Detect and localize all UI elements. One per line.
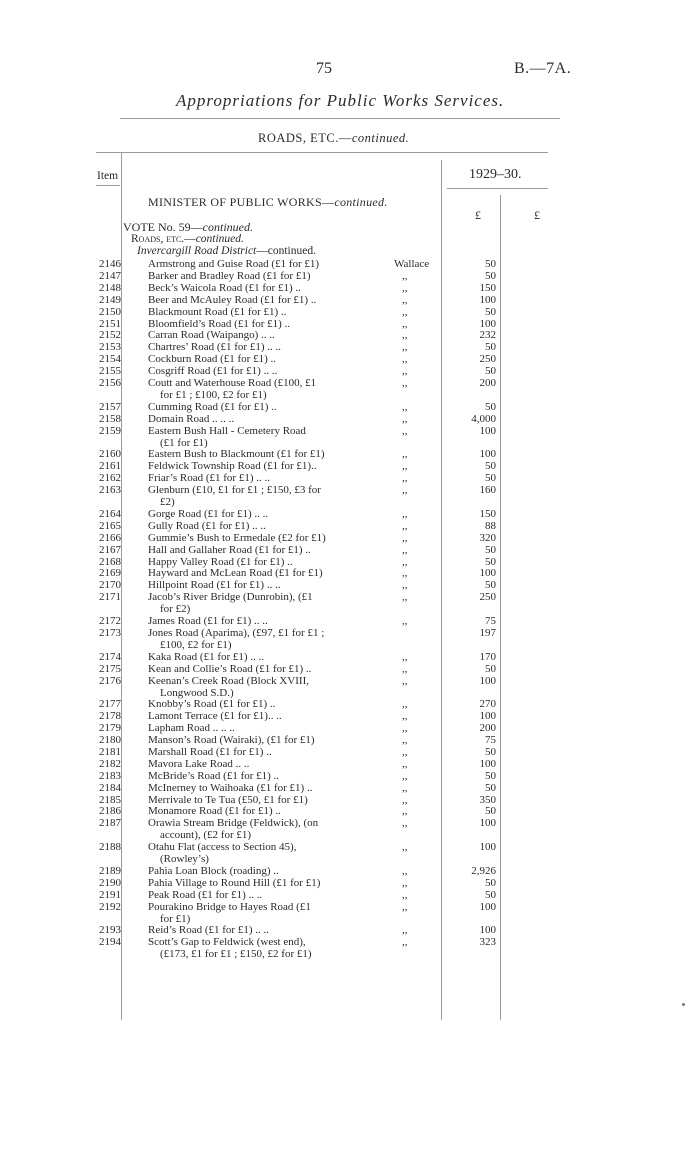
district-name: ,, (402, 864, 408, 877)
item-description (148, 318, 351, 330)
item-description (148, 282, 351, 294)
district-name: ,, (402, 876, 408, 889)
item-description (148, 758, 351, 770)
district-name: ,, (402, 722, 408, 735)
item-number: 2179 (99, 722, 121, 735)
item-description (148, 413, 351, 425)
amount: 200 (479, 722, 496, 735)
district-name: ,, (402, 269, 408, 282)
district-name: ,, (402, 650, 408, 663)
district-name: ,, (402, 472, 408, 485)
district-name: ,, (402, 555, 408, 568)
description-line: Kaka Road (£1 for £1) .. .. (148, 650, 265, 663)
item-description (148, 532, 351, 544)
item-number: 2146 (99, 258, 121, 270)
district-name: ,, (402, 757, 408, 770)
description-line: Jones Road (Aparima), (£97, £1 for £1 ; (148, 626, 325, 639)
item-description (148, 627, 351, 651)
description-line: Lamont Terrace (£1 for £1).. .. (148, 710, 282, 723)
district-name: ,, (402, 567, 408, 580)
description-line: Jacob’s River Bridge (Dunrobin), (£1 (148, 591, 313, 604)
description-continuation: for £2) (160, 603, 191, 616)
amount: 323 (479, 936, 496, 949)
item-number: 2183 (99, 769, 121, 782)
item-number: 2170 (99, 579, 121, 592)
district-name: ,, (402, 710, 408, 723)
district-name: ,, (402, 745, 408, 758)
district-name: ,, (402, 353, 408, 366)
item-description (148, 544, 351, 556)
district-name: ,, (402, 841, 408, 854)
amount: 50 (485, 579, 496, 592)
item-number: 2164 (99, 507, 121, 520)
amount: 2,926 (471, 864, 496, 877)
item-number: 2155 (99, 365, 121, 378)
description-line: Cumming Road (£1 for £1) .. (148, 400, 277, 413)
description-line: Lapham Road .. .. .. (148, 722, 235, 735)
amount: 50 (485, 555, 496, 568)
item-description (148, 901, 351, 925)
item-number: 2191 (99, 888, 121, 901)
amount: 320 (479, 531, 496, 544)
amount: 100 (479, 900, 496, 913)
district-name: ,, (402, 281, 408, 294)
description-continuation: £100, £2 for £1) (160, 638, 232, 651)
amount: 50 (485, 305, 496, 318)
amount: 200 (479, 377, 496, 389)
amount: 170 (479, 650, 496, 663)
description-line: Eastern Bush to Blackmount (£1 for £1) (148, 448, 325, 461)
district-name: ,, (402, 305, 408, 318)
district-name: ,, (402, 317, 408, 330)
amount: 50 (485, 781, 496, 794)
district-name: ,, (402, 805, 408, 818)
pound-column-1: £ (475, 208, 481, 222)
district-name: ,, (402, 900, 408, 913)
item-description (148, 841, 351, 865)
description-line: Gully Road (£1 for £1) .. .. (148, 519, 266, 532)
amount-column-rule (500, 195, 501, 1020)
item-number: 2173 (99, 626, 121, 639)
item-number: 2181 (99, 745, 121, 758)
district-name: ,, (402, 543, 408, 556)
district-name: ,, (402, 400, 408, 413)
district-name: ,, (402, 781, 408, 794)
item-description (148, 924, 351, 936)
item-number: 2184 (99, 781, 121, 794)
item-description (148, 770, 351, 782)
item-number: 2187 (99, 817, 121, 830)
item-description (148, 579, 351, 591)
description-line: Coutt and Waterhouse Road (£100, £1 (148, 377, 317, 389)
ministry-main: MINISTER OF PUBLIC WORKS— (148, 195, 335, 209)
description-continuation: Longwood S.D.) (160, 686, 234, 699)
subtitle-continued: continued. (351, 131, 410, 145)
item-number: 2193 (99, 924, 121, 937)
amount: 100 (479, 567, 496, 580)
document-code: B.—7A. (514, 60, 572, 77)
item-description (148, 258, 351, 270)
district-name: ,, (402, 579, 408, 592)
amount: 100 (479, 674, 496, 687)
item-number: 2178 (99, 710, 121, 723)
amount: 50 (485, 460, 496, 473)
year-header-rule (447, 188, 548, 189)
item-number: 2167 (99, 543, 121, 556)
district-name: ,, (402, 365, 408, 378)
description-line: Knobby’s Road (£1 for £1) .. (148, 698, 276, 711)
district-name: ,, (402, 377, 408, 389)
description-line: Gorge Road (£1 for £1) .. .. (148, 507, 269, 520)
district-name: ,, (402, 769, 408, 782)
item-number: 2165 (99, 519, 121, 532)
description-line: Peak Road (£1 for £1) .. .. (148, 888, 263, 901)
district-name: ,, (402, 615, 408, 627)
description-line: Chartres’ Road (£1 for £1) .. .. (148, 341, 281, 354)
district-name: ,, (402, 412, 408, 425)
item-description (148, 556, 351, 568)
roads-continued: continued. (195, 233, 244, 245)
item-number: 2156 (99, 377, 121, 389)
roads-main: Roads, etc.— (131, 233, 196, 245)
amount: 50 (485, 365, 496, 378)
amount: 50 (485, 472, 496, 485)
description-line: Kean and Collie’s Road (£1 for £1) .. (148, 662, 312, 675)
amount: 100 (479, 757, 496, 770)
district-name: ,, (402, 674, 408, 687)
description-line: Barker and Bradley Road (£1 for £1) (148, 269, 311, 282)
margin-mark (682, 1003, 685, 1006)
item-number: 2154 (99, 353, 121, 366)
amount: 100 (479, 924, 496, 937)
amount: 50 (485, 269, 496, 282)
description-line: Hillpoint Road (£1 for £1) .. .. (148, 579, 281, 592)
description-line: Friar’s Road (£1 for £1) .. .. (148, 472, 270, 485)
amount: 100 (479, 317, 496, 330)
item-description (148, 448, 351, 460)
item-description (148, 591, 351, 615)
description-line: Cockburn Road (£1 for £1) .. (148, 353, 277, 366)
item-description (148, 877, 351, 889)
description-line: Carran Road (Waipango) .. .. (148, 329, 275, 342)
item-number: 2186 (99, 805, 121, 818)
district-name: ,, (402, 484, 408, 497)
description-line: Cosgriff Road (£1 for £1) .. .. (148, 365, 278, 378)
district-name: ,, (402, 924, 408, 937)
amount: 100 (479, 448, 496, 461)
item-number: 2189 (99, 864, 121, 877)
description-line: Bloomfield’s Road (£1 for £1) .. (148, 317, 291, 330)
item-description (148, 460, 351, 472)
amount: 75 (485, 615, 496, 627)
item-header-rule (96, 185, 120, 186)
description-line: James Road (£1 for £1) .. .. (148, 615, 268, 627)
item-description (148, 865, 351, 877)
item-number: 2162 (99, 472, 121, 485)
item-number: 2172 (99, 615, 121, 627)
district-name: ,, (402, 817, 408, 830)
item-description (148, 675, 351, 699)
description-line: Eastern Bush Hall - Cemetery Road (148, 424, 306, 437)
description-line: Domain Road .. .. .. (148, 412, 235, 425)
district-main: Invercargill Road District (137, 245, 257, 257)
district-name: ,, (402, 662, 408, 675)
description-continuation: for £1) (160, 912, 191, 925)
description-line: McInerney to Waihoaka (£1 for £1) .. (148, 781, 313, 794)
description-line: Happy Valley Road (£1 for £1) .. (148, 555, 293, 568)
item-description (148, 520, 351, 532)
description-line: Pourakino Bridge to Hayes Road (£1 (148, 900, 311, 913)
item-description (148, 615, 351, 627)
section-subtitle (258, 131, 409, 146)
description-line: Pahia Village to Round Hill (£1 for £1) (148, 876, 321, 889)
item-description (148, 782, 351, 794)
item-number: 2147 (99, 269, 121, 282)
item-description (148, 651, 351, 663)
item-description (148, 508, 351, 520)
district-name: Wallace (394, 258, 430, 270)
subtitle-main: ROADS, ETC.— (258, 131, 352, 145)
district-name: ,, (402, 591, 408, 604)
item-description (148, 472, 351, 484)
description-line: Marshall Road (£1 for £1) .. (148, 745, 272, 758)
item-number: 2149 (99, 293, 121, 306)
item-description (148, 306, 351, 318)
district-name: ,, (402, 888, 408, 901)
district-name: ,, (402, 341, 408, 354)
amount: 270 (479, 698, 496, 711)
item-number: 2177 (99, 698, 121, 711)
amount: 50 (485, 876, 496, 889)
description-continuation: (£1 for £1) (160, 436, 208, 449)
title-rule (120, 118, 560, 119)
item-number: 2169 (99, 567, 121, 580)
item-description (148, 294, 351, 306)
district-name: ,, (402, 936, 408, 949)
item-description (148, 794, 351, 806)
description-line: Manson’s Road (Wairaki), (£1 for £1) (148, 734, 315, 746)
amount: 50 (485, 258, 496, 270)
amount: 50 (485, 543, 496, 556)
item-description (148, 889, 351, 901)
item-description (148, 270, 351, 282)
item-description (148, 746, 351, 758)
amount: 100 (479, 817, 496, 830)
amount: 350 (479, 793, 496, 806)
district-name: ,, (402, 507, 408, 520)
description-continuation: (Rowley’s) (160, 853, 209, 866)
amount: 100 (479, 293, 496, 306)
description-line: Feldwick Township Road (£1 for £1).. (148, 460, 317, 473)
amount: 100 (479, 424, 496, 437)
item-number: 2152 (99, 329, 121, 342)
item-number: 2166 (99, 531, 121, 544)
page-number: 75 (316, 60, 332, 77)
item-number: 2188 (99, 841, 121, 854)
description-line: Monamore Road (£1 for £1) .. (148, 805, 281, 818)
amount: 50 (485, 769, 496, 782)
item-description (148, 663, 351, 675)
item-number: 2180 (99, 734, 121, 746)
amount: 150 (479, 507, 496, 520)
item-number: 2148 (99, 281, 121, 294)
item-description (148, 484, 351, 508)
item-number: 2150 (99, 305, 121, 318)
district-name: ,, (402, 293, 408, 306)
item-description (148, 698, 351, 710)
item-description (148, 567, 351, 579)
district-continued: —continued. (256, 245, 316, 257)
description-line: Otahu Flat (access to Section 45), (148, 841, 297, 854)
year-column-header: 1929–30. (469, 167, 522, 182)
item-number: 2159 (99, 424, 121, 437)
item-description (148, 353, 351, 365)
item-description (148, 734, 351, 746)
amount: 50 (485, 745, 496, 758)
amount: 100 (479, 841, 496, 854)
description-line: Hall and Gallaher Road (£1 for £1) .. (148, 543, 311, 556)
amount: 50 (485, 341, 496, 354)
description-continuation: account), (£2 for £1) (160, 829, 252, 842)
amount: 50 (485, 400, 496, 413)
item-number: 2176 (99, 674, 121, 687)
item-number: 2158 (99, 412, 121, 425)
description-line: Merrivale to Te Tua (£50, £1 for £1) (148, 793, 308, 806)
district-column-rule (441, 160, 442, 1020)
description-line: Gummie’s Bush to Ermedale (£2 for £1) (148, 531, 326, 544)
amount: 88 (485, 519, 496, 532)
item-number: 2163 (99, 484, 121, 497)
item-description (148, 817, 351, 841)
ministry-continued: continued. (334, 195, 388, 209)
item-description (148, 936, 351, 960)
district-name: ,, (402, 734, 408, 746)
item-description (148, 425, 351, 449)
description-line: Orawia Stream Bridge (Feldwick), (on (148, 817, 319, 830)
amount: 50 (485, 888, 496, 901)
description-line: Hayward and McLean Road (£1 for £1) (148, 567, 323, 580)
amount: 75 (485, 734, 496, 746)
district-name: ,, (402, 448, 408, 461)
item-description (148, 329, 351, 341)
amount: 50 (485, 662, 496, 675)
description-line: Armstrong and Guise Road (£1 for £1) (148, 258, 320, 270)
amount: 160 (479, 484, 496, 497)
description-continuation: (£173, £1 for £1 ; £150, £2 for £1) (160, 948, 312, 961)
item-number: 2160 (99, 448, 121, 461)
item-number: 2190 (99, 876, 121, 889)
description-line: Reid’s Road (£1 for £1) .. .. (148, 924, 269, 937)
item-number: 2185 (99, 793, 121, 806)
district-name: ,, (402, 424, 408, 437)
description-line: Glenburn (£10, £1 for £1 ; £150, £3 for (148, 484, 321, 497)
ministry-heading (148, 195, 388, 210)
item-column-header: Item (97, 170, 119, 182)
description-continuation: for £1 ; £100, £2 for £1) (160, 389, 267, 401)
item-number: 2168 (99, 555, 121, 568)
amount: 4,000 (471, 412, 496, 425)
district-name: ,, (402, 698, 408, 711)
description-continuation: £2) (160, 496, 175, 509)
item-number: 2151 (99, 317, 121, 330)
amount: 100 (479, 710, 496, 723)
description-line: Keenan’s Creek Road (Block XVIII, (148, 674, 309, 687)
pound-column-2: £ (534, 208, 540, 222)
item-description (148, 341, 351, 353)
description-line: McBride’s Road (£1 for £1) .. (148, 769, 280, 782)
amount: 232 (479, 329, 496, 342)
vote-main: VOTE No. 59— (123, 220, 203, 234)
page-title: Appropriations for Public Works Services. (176, 91, 505, 110)
description-line: Scott’s Gap to Feldwick (west end), (148, 936, 306, 949)
district-name: ,, (402, 531, 408, 544)
district-heading (137, 245, 316, 257)
item-number: 2192 (99, 900, 121, 913)
amount: 50 (485, 805, 496, 818)
item-description (148, 722, 351, 734)
district-name: ,, (402, 793, 408, 806)
amount: 197 (479, 626, 496, 639)
description-line: Blackmount Road (£1 for £1) .. (148, 305, 287, 318)
description-line: Beck’s Waicola Road (£1 for £1) .. (148, 281, 301, 294)
district-name: ,, (402, 329, 408, 342)
amount: 250 (479, 353, 496, 366)
item-description (148, 365, 351, 377)
amount: 250 (479, 591, 496, 604)
item-number: 2194 (99, 936, 121, 949)
district-name: ,, (402, 460, 408, 473)
description-line: Pahia Loan Block (roading) .. (148, 864, 279, 877)
item-number: 2175 (99, 662, 121, 675)
item-description (148, 805, 351, 817)
item-description (148, 377, 351, 401)
description-line: Mavora Lake Road .. .. (148, 757, 250, 770)
district-name: ,, (402, 519, 408, 532)
amount: 150 (479, 281, 496, 294)
roads-heading (131, 233, 244, 245)
item-number: 2157 (99, 400, 121, 413)
item-number: 2171 (99, 591, 121, 604)
item-description (148, 401, 351, 413)
vote-continued: continued. (202, 220, 253, 234)
item-number: 2182 (99, 757, 121, 770)
item-number: 2161 (99, 460, 121, 473)
item-column-rule (121, 152, 122, 1020)
description-line: Beer and McAuley Road (£1 for £1) .. (148, 293, 317, 306)
table-top-rule (96, 152, 548, 153)
item-number: 2174 (99, 650, 121, 663)
item-description (148, 710, 351, 722)
item-number: 2153 (99, 341, 121, 354)
